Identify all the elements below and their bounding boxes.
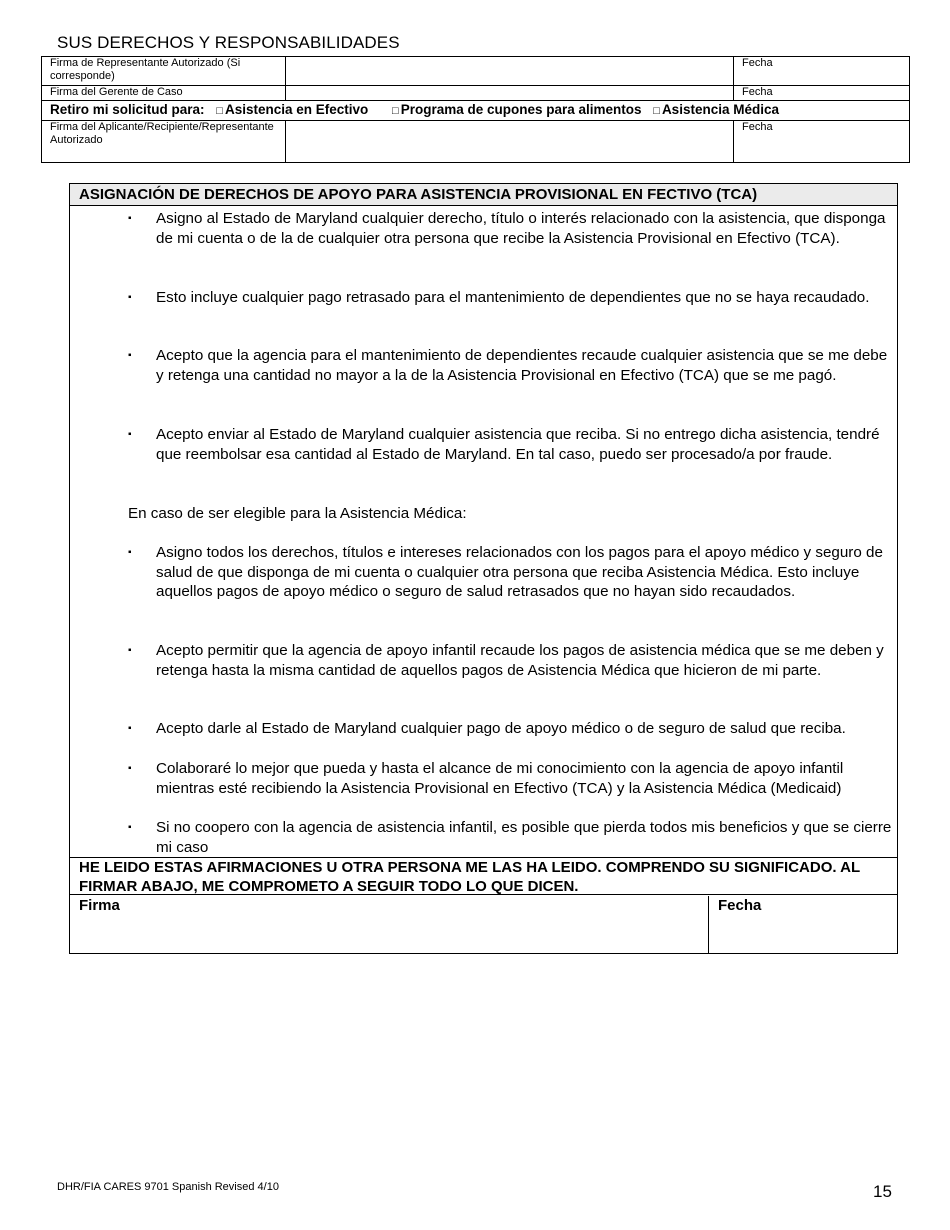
assignment-section [69, 183, 898, 954]
list-item: ▪ Acepto darle al Estado de Maryland cualquier pago de apoyo médico o de seguro de salud que reciba. [128, 720, 846, 737]
applicant-signature-field[interactable] [286, 121, 734, 163]
withdraw-option-medical[interactable]: □ Asistencia Médica [653, 102, 779, 117]
bullet-icon: ▪ [128, 350, 132, 361]
signature-field[interactable] [70, 896, 709, 953]
list-item: ▪ Esto incluye cualquier pago retrasado para el mantenimiento de dependientes que no se haya recaudado. [128, 289, 870, 306]
signature-table [41, 56, 910, 163]
bullet-icon: ▪ [128, 763, 132, 774]
list-item: ▪ Acepto permitir que la agencia de apoyo infantil recaude los pagos de asistencia médica que se me deben y retenga hasta la misma cantidad de aquellos pagos de Asistencia Médica que hicieron de mi parte. [128, 642, 884, 679]
list-item: ▪ Colaboraré lo mejor que pueda y hasta el alcance de mi conocimiento con la agencia de apoyo infantil mientras esté recibiendo la Asistencia Provisional en Efectivo (TCA) y la Asistencia Médica (Medicaid) [128, 760, 844, 797]
page-title: SUS DERECHOS Y RESPONSABILIDADES [57, 33, 400, 52]
bullet-icon: ▪ [128, 292, 132, 303]
bullet-icon: ▪ [128, 645, 132, 656]
list-item: ▪ Asigno al Estado de Maryland cualquier derecho, título o interés relacionado con la asistencia, que disponga de mi cuenta o de la de cualquier otra persona que recibe la Asistencia Provisional en Efectivo (TCA). [128, 210, 886, 247]
manager-signature-label: Firma del Gerente de Caso [42, 86, 286, 101]
bullet-icon: ▪ [128, 723, 132, 734]
rep-date-label[interactable]: Fecha [734, 57, 910, 86]
signature-label: Firma [79, 897, 120, 914]
applicant-signature-label: Firma del Aplicante/Recipiente/Representante Autorizado [42, 121, 286, 163]
withdraw-row [42, 101, 910, 121]
acknowledgement-text: HE LEIDO ESTAS AFIRMACIONES U OTRA PERSONA ME LAS HA LEIDO. COMPRENDO SU SIGNIFICADO. AL FIRMAR ABAJO, ME COMPROMETO A SEGUIR TODO LO QUE DICEN. [70, 857, 897, 895]
checkbox-icon[interactable]: □ [216, 105, 223, 117]
list-item: ▪ Asigno todos los derechos, títulos e intereses relacionados con los pagos para el apoyo médico y seguro de salud de que disponga de mi cuenta o cualquier otra persona que reciba Asistencia Médica. Esto incluye aquellos pagos de apoyo médico o seguro de salud retrasados que no hayan sido recaudados. [128, 544, 883, 601]
list-item: ▪ Acepto que la agencia para el mantenimiento de dependientes recaude cualquier asistencia que se me debe y retenga una cantidad no mayor a la de la Asistencia Provisional en Efectivo (TCA) que se me pagó. [128, 347, 888, 384]
manager-signature-field[interactable] [286, 86, 734, 101]
applicant-date-label[interactable]: Fecha [734, 121, 910, 163]
date-label: Fecha [718, 897, 762, 914]
withdraw-option-cash[interactable]: □ Asistencia en Efectivo [216, 102, 369, 117]
bullet-icon: ▪ [128, 822, 132, 833]
manager-date-label[interactable]: Fecha [734, 86, 910, 101]
bullet-icon: ▪ [128, 547, 132, 558]
date-field[interactable] [709, 896, 897, 953]
bullet-icon: ▪ [128, 429, 132, 440]
list-item: ▪ Acepto enviar al Estado de Maryland cualquier asistencia que reciba. Si no entrego dicha asistencia, tendré que reembolsar esa cantidad al Estado de Maryland. En tal caso, puedo ser procesado/a por fraude. [128, 426, 880, 463]
list-item: ▪ Si no coopero con la agencia de asistencia infantil, es posible que pierda todos mis beneficios y que se cierre mi caso [128, 819, 892, 856]
assignment-title: ASIGNACIÓN DE DERECHOS DE APOYO PARA ASISTENCIA PROVISIONAL EN FECTIVO (TCA) [70, 184, 897, 206]
form-id: DHR/FIA CARES 9701 Spanish Revised 4/10 [57, 1181, 279, 1193]
checkbox-icon[interactable]: □ [653, 105, 660, 117]
withdraw-option-food[interactable]: □ Programa de cupones para alimentos [392, 102, 642, 117]
medical-intro: En caso de ser elegible para la Asistencia Médica: [128, 505, 467, 522]
withdraw-label: Retiro mi solicitud para: [50, 102, 205, 117]
rep-signature-label: Firma de Representante Autorizado (Si corresponde) [42, 57, 286, 86]
page-number: 15 [873, 1182, 892, 1201]
rep-signature-field[interactable] [286, 57, 734, 86]
bullet-icon: ▪ [128, 213, 132, 224]
checkbox-icon[interactable]: □ [392, 105, 399, 117]
